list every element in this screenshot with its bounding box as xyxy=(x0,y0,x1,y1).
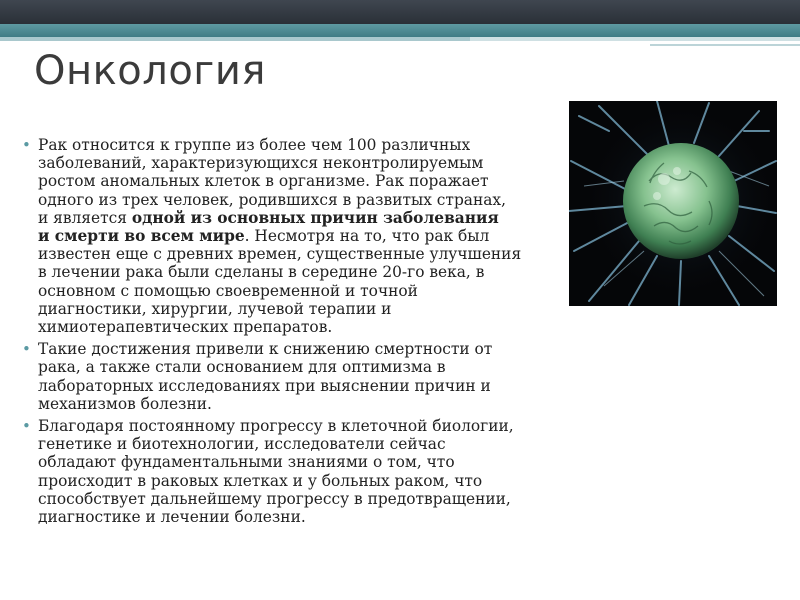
text-run: и является xyxy=(38,208,132,227)
text-line: Рак относится к группе из более чем 100 различных xyxy=(38,136,471,154)
text-line: происходит в раковых клетках и у больных раком, что xyxy=(38,471,483,490)
bullet-icon: • xyxy=(22,417,31,436)
bullet-paragraph-1 xyxy=(22,136,582,336)
cancer-cell-image xyxy=(569,101,777,306)
text-line: лабораторных исследованиях при выяснении причин и xyxy=(38,376,491,395)
header-bar-dark xyxy=(0,0,800,24)
text-line xyxy=(38,227,582,245)
text-line: заболеваний, характеризующихся неконтролируемым xyxy=(38,154,484,173)
text-run: . Несмотря на то, что рак был xyxy=(244,227,490,246)
bold-text: одной из основных причин заболевания xyxy=(131,208,499,227)
bullet-paragraph-2 xyxy=(22,340,582,413)
text-line: химиотерапевтических препаратов. xyxy=(38,318,333,337)
bullet-icon: • xyxy=(22,340,31,359)
text-line: диагностике и лечении болезни. xyxy=(38,508,306,527)
slide-body xyxy=(22,136,582,530)
text-line: одного из трех человек, родившихся в развитых странах, xyxy=(38,190,506,209)
header-stripe-light xyxy=(0,37,470,41)
text-line: Такие достижения привели к снижению смертности от xyxy=(38,340,493,359)
text-line: основном с помощью своевременной и точной xyxy=(38,281,418,300)
text-line xyxy=(38,209,582,227)
header-stripe-fine xyxy=(650,44,800,46)
text-line: известен еще с древних времен, существенные улучшения xyxy=(38,245,522,264)
text-line: диагностики, хирургии, лучевой терапии и xyxy=(38,299,392,318)
slide-title: Онкология xyxy=(34,48,266,94)
text-line: генетике и биотехнологии, исследователи сейчас xyxy=(38,435,446,454)
cancer-cell-icon xyxy=(569,101,777,306)
text-line: механизмов болезни. xyxy=(38,394,212,413)
text-line: в лечении рака были сделаны в середине 20-го века, в xyxy=(38,263,485,282)
header-stripe-light-right xyxy=(470,37,800,41)
text-line: способствует дальнейшему прогрессу в предотвращении, xyxy=(38,489,511,508)
bold-text: и смерти во всем мире xyxy=(38,227,245,246)
text-line: рака, а также стали основанием для оптимизма в xyxy=(38,358,446,377)
text-line: Благодаря постоянному прогрессу в клеточной биологии, xyxy=(38,417,514,436)
bullet-paragraph-3 xyxy=(22,417,582,526)
bullet-icon: • xyxy=(22,136,31,154)
text-line: обладают фундаментальными знаниями о том, что xyxy=(38,453,455,472)
header-stripe-teal xyxy=(0,24,800,37)
text-line: ростом аномальных клеток в организме. Рак поражает xyxy=(38,172,489,191)
